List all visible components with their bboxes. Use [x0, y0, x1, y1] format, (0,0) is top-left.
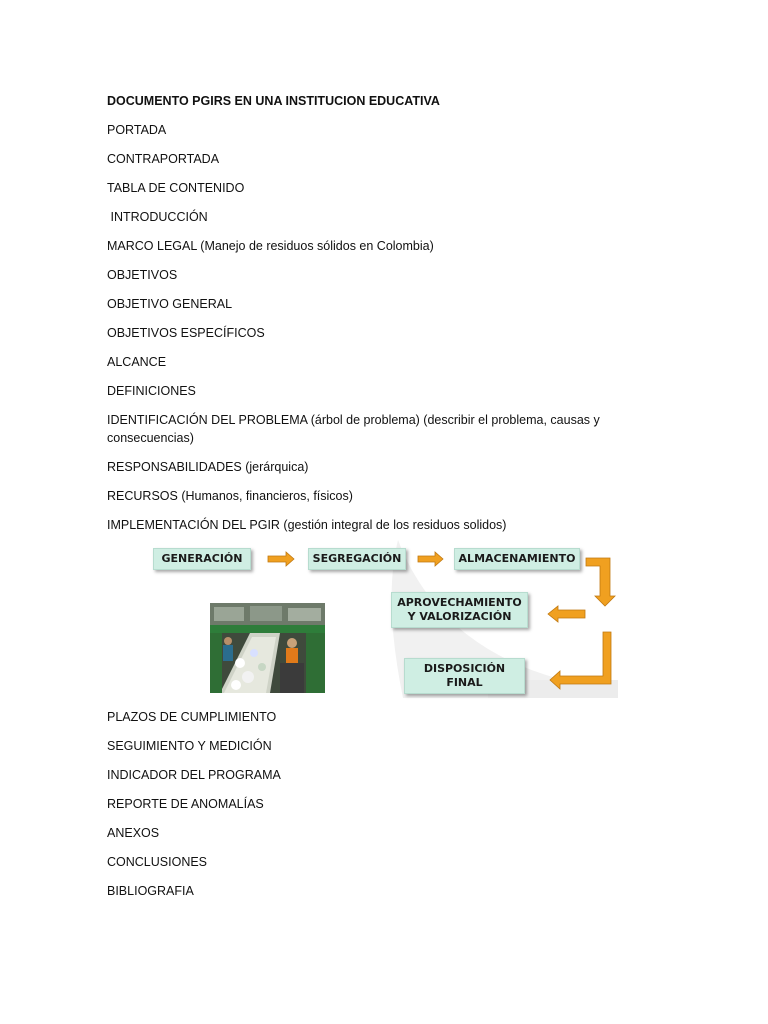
arrow-almacenamiento-aprovechamiento	[586, 558, 615, 606]
list-item: RECURSOS (Humanos, financieros, físicos)	[107, 489, 353, 503]
list-item: OBJETIVOS ESPECÍFICOS	[107, 326, 265, 340]
list-item: RESPONSABILIDADES (jerárquica)	[107, 460, 309, 474]
step-aprovechamiento-label-1: APROVECHAMIENTO	[397, 596, 522, 609]
step-generacion-label: GENERACIÓN	[161, 552, 243, 565]
list-item: CONCLUSIONES	[107, 855, 208, 869]
step-disposicion-label-1: DISPOSICIÓN	[423, 662, 506, 675]
list-item: INDICADOR DEL PROGRAMA	[107, 768, 281, 782]
list-item: OBJETIVO GENERAL	[107, 297, 233, 311]
list-item: CONTRAPORTADA	[107, 152, 220, 166]
step-generacion	[153, 548, 251, 570]
list-item: INTRODUCCIÓN	[107, 210, 208, 224]
list-item: BIBLIOGRAFIA	[107, 884, 194, 898]
arrow-segregacion-almacenamiento	[418, 552, 443, 566]
step-disposicion-label-2: FINAL	[446, 676, 483, 689]
arrow-aprovechamiento-disposicion	[550, 632, 611, 689]
list-item: PORTADA	[107, 123, 167, 137]
step-aprovechamiento-label-2: Y VALORIZACIÓN	[407, 610, 512, 623]
step-segregacion	[308, 548, 406, 570]
list-item: SEGUIMIENTO Y MEDICIÓN	[107, 739, 272, 753]
step-almacenamiento-label: ALMACENAMIENTO	[458, 552, 576, 565]
list-item: MARCO LEGAL (Manejo de residuos sólidos en Colombia)	[107, 239, 434, 253]
arrow-to-aprovechamiento	[548, 606, 585, 622]
arrow-generacion-segregacion	[268, 552, 294, 566]
list-item: OBJETIVOS	[107, 268, 178, 282]
step-disposicion-final	[404, 658, 525, 694]
list-item: ANEXOS	[107, 826, 160, 840]
list-item: IDENTIFICACIÓN DEL PROBLEMA (árbol de problema) (describir el problema, causas y consecuencias)	[107, 413, 600, 445]
list-item: ALCANCE	[107, 355, 167, 369]
list-item: DEFINICIONES	[107, 384, 196, 398]
recycling-photo-illustration	[210, 603, 325, 693]
list-item: PLAZOS DE CUMPLIMIENTO	[107, 710, 277, 724]
step-aprovechamiento	[391, 592, 528, 628]
recycling-sorting-photo	[210, 603, 325, 693]
list-item: IMPLEMENTACIÓN DEL PGIR (gestión integral de los residuos solidos)	[107, 518, 507, 532]
step-segregacion-label: SEGREGACIÓN	[312, 552, 402, 565]
list-item: TABLA DE CONTENIDO	[107, 181, 245, 195]
step-almacenamiento	[454, 548, 580, 570]
list-item: REPORTE DE ANOMALÍAS	[107, 797, 264, 811]
document-title: DOCUMENTO PGIRS EN UNA INSTITUCION EDUCATIVA	[107, 94, 440, 108]
pgir-process-diagram	[148, 540, 618, 698]
